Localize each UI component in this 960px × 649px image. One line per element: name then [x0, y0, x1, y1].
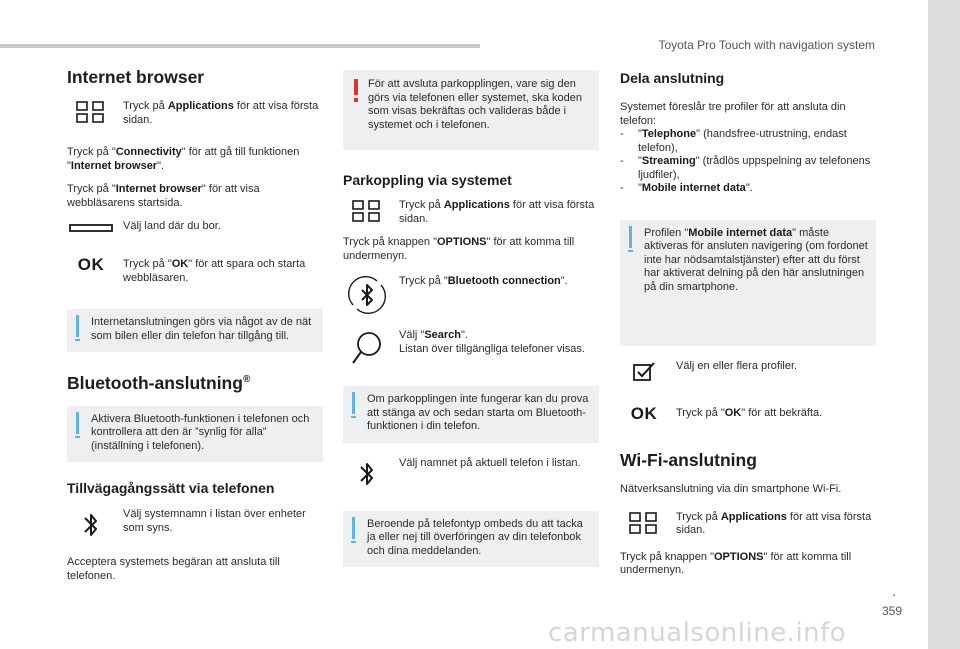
header-title: Toyota Pro Touch with navigation system: [658, 38, 875, 52]
applications-icon: [67, 100, 115, 124]
step-applications: [67, 100, 323, 127]
step-text: Tryck på "Bluetooth connection".: [399, 275, 568, 287]
bluetooth-connection-icon: [343, 275, 391, 315]
step-select-country: [67, 220, 323, 236]
note-text: Om parkopplingen inte fungerar kan du prova att stänga av och sedan starta om Bluetooth-funktionen i din telefon.: [367, 393, 589, 432]
applications-icon: [343, 199, 391, 223]
step-text: Välj en eller flera profiler.: [676, 359, 798, 372]
list-bar-icon: [67, 220, 115, 236]
ok-icon: OK: [630, 403, 658, 423]
side-band: [928, 0, 960, 649]
info-icon: [352, 517, 355, 539]
step-select-profiles: [620, 360, 876, 384]
step-select-phone: [343, 457, 599, 491]
paragraph-internet-browser: Tryck på "Internet browser" för att visa webbläsarens startsida.: [67, 183, 260, 209]
step-select-system: [67, 508, 323, 542]
continuation-dot: .: [892, 583, 896, 599]
page-number: 359: [881, 604, 902, 618]
info-icon: [352, 392, 355, 414]
section-title-bluetooth: Bluetooth-anslutning®: [67, 372, 251, 393]
step-applications: [620, 511, 876, 538]
paragraph-connectivity: Tryck på "Connectivity" för att gå till funktionen "Internet browser".: [67, 146, 300, 172]
section-title-internet-browser: Internet browser: [67, 67, 205, 87]
info-icon: [629, 226, 632, 248]
watermark: carmanualsonline.info: [548, 618, 847, 648]
checkbox-icon: [620, 360, 668, 384]
note-text: Aktivera Bluetooth-funktionen i telefonen och kontrollera att den är ”synlig för alla” (inställning i telefonen).: [91, 412, 310, 452]
warning-note: [343, 70, 599, 150]
warning-icon: [354, 79, 358, 95]
step-text: Välj systemnamn i listan över enheter som syns.: [123, 508, 306, 534]
step-applications: [343, 199, 599, 226]
column-2: [343, 58, 599, 567]
bluetooth-icon: [343, 457, 391, 491]
search-icon: [343, 329, 391, 369]
info-icon: [76, 315, 79, 337]
step-ok-confirm: [620, 403, 876, 423]
step-ok-save: [67, 255, 323, 285]
step-bluetooth-connection: [343, 275, 599, 315]
info-icon: [76, 412, 79, 434]
info-note-internet: [67, 309, 323, 352]
bluetooth-icon: [67, 508, 115, 542]
warning-text: För att avsluta parkopplingen, vare sig den görs via telefonen eller systemet, ska koden som visas bekräftas och valideras både i systemet och i telefonen.: [368, 78, 583, 131]
info-note-bluetooth: [67, 406, 323, 463]
info-note-phonebook: [343, 511, 599, 568]
paragraph-options: Tryck på knappen "OPTIONS" för att komma till undermenyn.: [620, 550, 852, 576]
paragraph-wifi: Nätverksanslutning via din smartphone Wi-Fi.: [620, 483, 842, 495]
subsection-title-phone: Tillvägagångssätt via telefonen: [67, 480, 275, 497]
column-1: [67, 58, 323, 583]
step-search: [343, 329, 599, 369]
paragraph-profiles: Systemet föreslår tre profiler för att ansluta din telefon:: [620, 101, 846, 127]
header-rule: [0, 44, 480, 48]
list-item: - "Streaming" (trådlös uppspelning av telefonens ljudfiler),: [620, 155, 871, 181]
step-text: Tryck på Applications för att visa första sidan.: [399, 199, 595, 225]
section-title-pairing: Parkoppling via systemet: [343, 172, 512, 188]
step-text: Tryck på Applications för att visa första sidan.: [123, 100, 319, 126]
note-text: Internetanslutningen görs via något av de nät som bilen eller din telefon har tillgång till.: [91, 316, 312, 342]
info-note-mobile-data: [620, 220, 876, 346]
step-text: Tryck på "OK" för att spara och starta webbläsaren.: [123, 258, 306, 284]
section-title-wifi: Wi-Fi-anslutning: [620, 450, 757, 470]
step-text: Välj namnet på aktuell telefon i listan.: [399, 456, 581, 469]
step-text: Tryck på "OK" för att bekräfta.: [676, 406, 823, 419]
profile-list: [620, 128, 876, 196]
applications-icon: [620, 511, 668, 535]
step-text: Välj "Search". Listan över tillgängliga telefoner visas.: [399, 329, 585, 355]
info-note-pairing: [343, 386, 599, 443]
list-item: - "Telephone" (handsfree-utrustning, endast telefon),: [620, 128, 847, 154]
ok-icon: OK: [77, 255, 105, 274]
step-text: Tryck på Applications för att visa första sidan.: [676, 510, 872, 536]
paragraph-options: Tryck på knappen "OPTIONS" för att komma till undermenyn.: [343, 236, 575, 262]
note-text: Profilen "Mobile internet data" måste aktiveras för ansluten navigering (om fordonet inte har nödsamtalstjänster) efter att du först har aktiverat delning på den här anslutningen på din smartphone.: [644, 226, 868, 293]
section-title-share: Dela anslutning: [620, 70, 725, 86]
list-item: - "Mobile internet data".: [620, 182, 753, 194]
note-text: Beroende på telefontyp ombeds du att tacka ja eller nej till överföringen av din telefonbok och dina meddelanden.: [367, 517, 583, 557]
paragraph-accept: Acceptera systemets begäran att ansluta till telefonen.: [67, 556, 280, 582]
column-3: [620, 58, 876, 578]
step-text: Välj land där du bor.: [123, 220, 221, 232]
